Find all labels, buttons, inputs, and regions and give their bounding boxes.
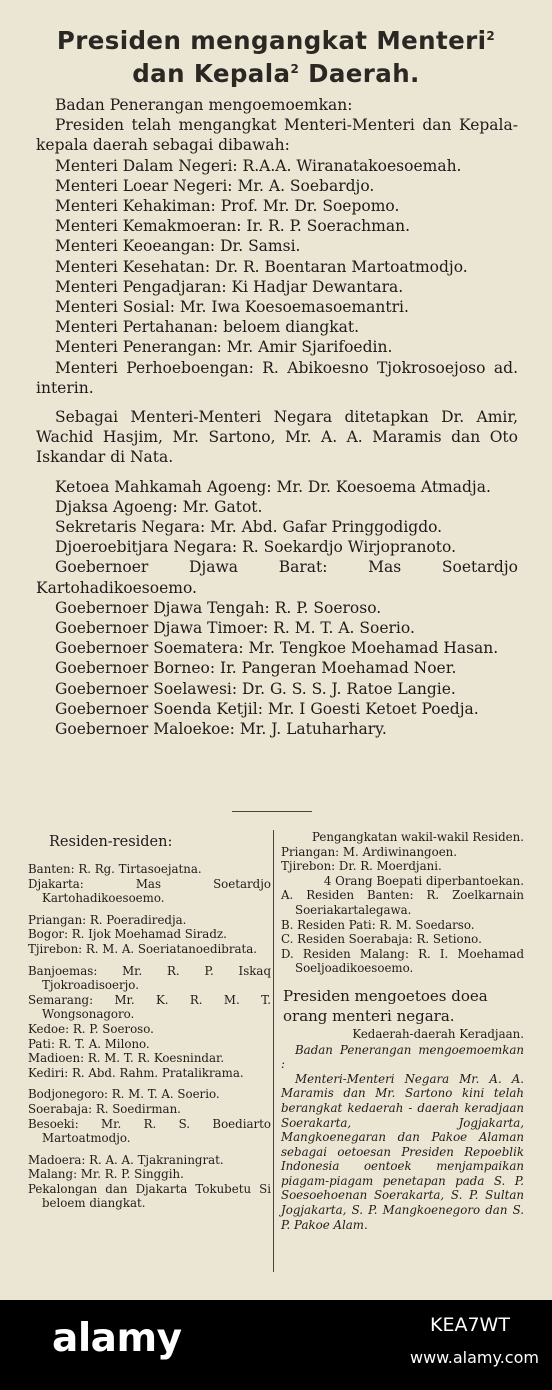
- wakil-lettered-entry: D. Residen Malang: R. I. Moehamad Soeljoadikoesoemo.: [281, 946, 524, 976]
- residen-entry: Banten: R. Rg. Tirtasoejatna.: [28, 862, 202, 876]
- article-line: Menteri Loear Negeri: Mr. A. Soebardjo.: [55, 176, 375, 195]
- list-gap: [28, 1080, 271, 1087]
- headline-superscript: 2: [486, 29, 496, 43]
- article-line: Menteri Kemakmoeran: Ir. R. P. Soerachman.: [55, 217, 411, 236]
- residen-entry: Priangan: R. Poeradiredja.: [28, 912, 187, 927]
- article-line: Djaksa Agoeng: Mr. Gatot.: [55, 497, 263, 516]
- list-gap: [28, 957, 271, 964]
- residen-entry: Semarang: Mr. K. R. M. T. Wongsonagoro.: [28, 992, 271, 1022]
- column-divider: [273, 830, 274, 1272]
- residen-list: [28, 862, 271, 1211]
- residen-entry: Tjirebon: R. M. A. Soeriatanoedibrata.: [28, 941, 258, 956]
- article-line: Sebagai Menteri-Menteri Negara ditetapkan Dr. Amir, Wachid Hasjim, Mr. Sartono, Mr. A. A. Maramis dan Oto Iskandar di Nata.: [36, 408, 518, 467]
- wakil-heading: Pengangkatan wakil-wakil Residen.: [312, 830, 524, 844]
- residen-entry: Bodjonegoro: R. M. T. A. Soerio.: [28, 1087, 220, 1102]
- wakil-list: [281, 845, 524, 874]
- article-line: Menteri Sosial: Mr. Iwa Koesoemasoemantri.: [55, 298, 409, 317]
- article-line: Djoeroebitjara Negara: R. Soekardjo Wirjopranoto.: [55, 538, 457, 557]
- article-line: Sekretaris Negara: Mr. Abd. Gafar Pringgodigdo.: [55, 518, 443, 537]
- residen-entry: Djakarta: Mas Soetardjo Kartohadikoesoemo.: [28, 876, 271, 906]
- headline-line-1-text: Presiden mengangkat Menteri: [56, 26, 487, 55]
- footer-url: www.alamy.com: [410, 1348, 539, 1367]
- main-article: [36, 95, 518, 739]
- residen-entry: Madioen: R. M. T. R. Koesnindar.: [28, 1051, 225, 1066]
- headline-line-2-text-a: dan Kepala: [132, 59, 291, 88]
- wakil-lettered-list: [281, 888, 524, 976]
- article-line: Goebernoer Djawa Tengah: R. P. Soeroso.: [55, 598, 382, 617]
- residen-entry: Banjoemas: Mr. R. P. Iskaq Tjokroadisoerjo.: [28, 963, 271, 993]
- article-line: Menteri Dalam Negeri: R.A.A. Wiranatakoesoemah.: [55, 156, 462, 175]
- wakil-lettered-entry: B. Residen Pati: R. M. Soedarso.: [281, 917, 475, 932]
- watermark-logo: alamy: [52, 1316, 182, 1361]
- headline-superscript: 2: [290, 62, 300, 76]
- article-line: Menteri Penerangan: Mr. Amir Sjarifoedin.: [55, 338, 393, 357]
- residen-entry: Madoera: R. A. A. Tjakraningrat.: [28, 1152, 224, 1167]
- residen-entry: Kediri: R. Abd. Rahm. Pratalikrama.: [28, 1065, 244, 1080]
- list-gap: [28, 1146, 271, 1153]
- wakil-entry: Priangan: M. Ardiwinangoen.: [281, 844, 458, 859]
- article-line: Ketoea Mahkamah Agoeng: Mr. Dr. Koesoema Atmadja.: [55, 477, 491, 496]
- article-line: Menteri Perhoeboengan: R. Abikoesno Tjokrosoejoso ad. interin.: [36, 358, 518, 397]
- headline: [20, 22, 532, 88]
- wakil-lettered-entry: C. Residen Soerabaja: R. Setiono.: [281, 932, 482, 947]
- article-line: Presiden telah mengangkat Menteri-Menteri dan Kepala-kepala daerah sebagai dibawah:: [36, 116, 518, 155]
- residen-entry: Soerabaja: R. Soedirman.: [28, 1101, 181, 1116]
- residen-column: [28, 832, 271, 1211]
- article-line: Menteri Pengadjaran: Ki Hadjar Dewantara.: [55, 277, 404, 296]
- headline-line-2: [20, 55, 532, 88]
- doea-paragraph-2: Menteri-Menteri Negara Mr. A. A. Maramis dan Mr. Sartono kini telah berangkat kedaerah - daerah keradjaan Soerakarta, Jogjakarta, Mangkoenegaran dan Pakoe Alaman sebagai oetoesan Presiden Repoeblik Indonesia oentoek menjampaikan piagam-piagam penetapan pada S. P. Soesoehoenan Soerakarta, S. P. Sultan Jogjakarta, S. P. Mangkoenegoro dan S. P. Pakoe Alam.: [281, 1071, 524, 1232]
- doea-subheading: Kedaerah-daerah Keradjaan.: [352, 1026, 524, 1041]
- headline-line-2-text-b: Daerah.: [299, 59, 420, 88]
- article-line: Menteri Pertahanan: beloem diangkat.: [55, 318, 360, 337]
- section-divider: [232, 811, 312, 812]
- residen-entry: Kedoe: R. P. Soeroso.: [28, 1021, 154, 1036]
- residen-entry: Bogor: R. Ijok Moehamad Siradz.: [28, 927, 227, 942]
- article-line: Goebernoer Soenda Ketjil: Mr. I Goesti Ketoet Poedja.: [55, 699, 479, 718]
- article-line: Menteri Kesehatan: Dr. R. Boentaran Martoatmodjo.: [55, 257, 468, 276]
- residen-heading: Residen-residen:: [49, 834, 173, 850]
- paragraph-gap: [36, 468, 518, 477]
- article-line: Goebernoer Djawa Timoer: R. M. T. A. Soerio.: [55, 619, 415, 638]
- residen-entry: Pati: R. T. A. Milono.: [28, 1036, 150, 1051]
- list-gap: [28, 906, 271, 913]
- article-line: Goebernoer Djawa Barat: Mas Soetardjo Kartohadikoesoemo.: [36, 558, 518, 597]
- residen-entry: Malang: Mr. R. P. Singgih.: [28, 1167, 184, 1182]
- right-column: [281, 830, 524, 1232]
- article-line: Goebernoer Soematera: Mr. Tengkoe Moehamad Hasan.: [55, 639, 499, 658]
- article-line: Menteri Kehakiman: Prof. Mr. Dr. Soepomo.: [55, 197, 400, 216]
- article-line: Goebernoer Soelawesi: Dr. G. S. S. J. Ratoe Langie.: [55, 679, 456, 698]
- article-line: Goebernoer Maloekoe: Mr. J. Latuharhary.: [55, 720, 387, 739]
- article-line: Badan Penerangan mengoemoemkan:: [55, 96, 353, 114]
- article-line: Goebernoer Borneo: Ir. Pangeran Moehamad Noer.: [55, 659, 457, 678]
- headline-line-1: [20, 22, 532, 55]
- paragraph-gap: [36, 398, 518, 407]
- boepati-line: 4 Orang Boepati diperbantoekan.: [323, 873, 524, 888]
- wakil-lettered-entry: A. Residen Banten: R. Zoelkarnain Soeriakartalegawa.: [281, 888, 524, 917]
- image-id: KEA7WT: [430, 1314, 510, 1336]
- doea-heading: Presiden mengoetoes doea orang menteri negara.: [283, 986, 488, 1025]
- residen-entry: Pekalongan dan Djakarta Tokubetu Si beloem diangkat.: [28, 1181, 271, 1211]
- wakil-entry: Tjirebon: Dr. R. Moerdjani.: [281, 859, 442, 874]
- article-line: Menteri Keoeangan: Dr. Samsi.: [55, 237, 301, 256]
- doea-paragraph-1: Badan Penerangan mengoemoemkan :: [281, 1042, 524, 1072]
- residen-entry: Besoeki: Mr. R. S. Boediarto Martoatmodjo.: [28, 1116, 271, 1146]
